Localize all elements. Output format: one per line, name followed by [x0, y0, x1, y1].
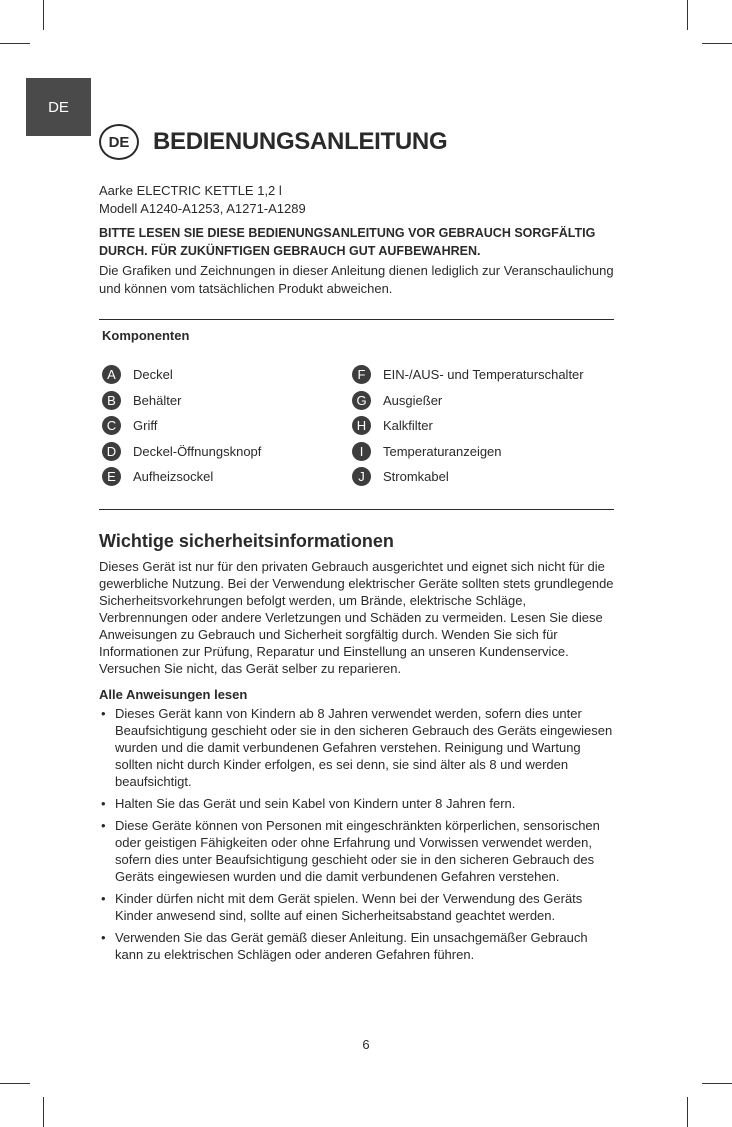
component-label: Kalkfilter: [383, 418, 433, 434]
component-label: Stromkabel: [383, 469, 449, 485]
component-item: [102, 362, 261, 388]
component-label: Behälter: [133, 392, 182, 408]
components-list-right: [352, 362, 584, 490]
page-title: BEDIENUNGSANLEITUNG: [153, 128, 448, 155]
component-item: [102, 464, 261, 490]
model-numbers: Modell A1240-A1253, A1271-A1289: [99, 201, 306, 216]
language-tab: DE: [26, 78, 91, 136]
safety-heading: Wichtige sicherheitsinformationen: [99, 531, 394, 551]
component-letter-badge: J: [352, 467, 371, 486]
components-heading: Komponenten: [102, 328, 190, 343]
component-letter-badge: C: [102, 416, 121, 435]
component-item: [102, 413, 261, 439]
intro-block: [99, 182, 629, 298]
crop-mark: [43, 1097, 44, 1127]
divider: [99, 509, 614, 510]
crop-mark: [702, 43, 732, 44]
component-label: Deckel-Öffnungsknopf: [133, 443, 262, 459]
component-item: [352, 413, 584, 439]
safety-body: Dieses Gerät ist nur für den privaten Gebrauch ausgerichtet und eignet sich nicht für die gewerbliche Nutzung. Bei der Verwendung elektrischer Geräte sollten stets grundlegende Sicherheitsvorkehrungen befolgt werden, um Brände, elektrische Schläge, Verbrennungen oder andere Verletzungen und Schäden zu vermeiden. Lesen Sie diese Anweisungen zu Gebrauch und Sicherheit sorgfältig durch. Wenden Sie sich für Informationen zur Prüfung, Reparatur und Einstellung an unseren Kundenservice. Versuchen Sie nicht, das Gerät selber zu reparieren.: [99, 559, 614, 676]
crop-mark: [687, 1097, 688, 1127]
illustration-note: Die Grafiken und Zeichnungen in dieser Anleitung dienen lediglich zur Veranschaulichung und können vom tatsächlichen Produkt abweichen.: [99, 263, 614, 296]
component-letter-badge: B: [102, 391, 121, 410]
component-item: [102, 388, 261, 414]
component-item: [352, 388, 584, 414]
component-label: Aufheizsockel: [133, 469, 214, 485]
product-name: Aarke ELECTRIC KETTLE 1,2 l: [99, 183, 282, 198]
component-item: [352, 362, 584, 388]
bullet-item: • Verwenden Sie das Gerät gemäß dieser Anleitung. Ein unsachgemäßer Gebrauch kann zu elektrischen Schlägen oder anderen Gefahren führen.: [99, 929, 614, 963]
component-label: Deckel: [133, 367, 173, 383]
crop-mark: [702, 1083, 732, 1084]
page-number: 6: [362, 1037, 370, 1052]
divider: [99, 319, 614, 320]
component-item: [352, 464, 584, 490]
safety-section: [99, 531, 614, 968]
bullet-item: • Diese Geräte können von Personen mit eingeschränkten körperlichen, sensorischen oder geistigen Fähigkeiten oder ohne Erfahrung und Vorwissen verwendet werden, sofern dies unter Beaufsichtigung geschieht oder sie in den sicheren Gebrauch des Geräts eingewiesen wurden und die damit verbundenen Gefahren verstehen.: [99, 817, 614, 885]
crop-mark: [0, 1083, 30, 1084]
instructions-subheading: Alle Anweisungen lesen: [99, 687, 248, 702]
page-title-row: [99, 124, 447, 160]
bullet-item: • Halten Sie das Gerät und sein Kabel von Kindern unter 8 Jahren fern.: [99, 795, 614, 812]
component-letter-badge: E: [102, 467, 121, 486]
component-letter-badge: H: [352, 416, 371, 435]
component-label: Temperaturanzeigen: [383, 443, 502, 459]
safety-bullet-list: [99, 705, 614, 963]
crop-mark: [0, 43, 30, 44]
component-letter-badge: I: [352, 442, 371, 461]
components-list-left: [102, 362, 261, 490]
language-badge: DE: [99, 124, 139, 160]
component-label: EIN-/AUS- und Temperaturschalter: [383, 367, 584, 383]
component-letter-badge: A: [102, 365, 121, 384]
component-letter-badge: F: [352, 365, 371, 384]
crop-mark: [43, 0, 44, 30]
bullet-item: • Dieses Gerät kann von Kindern ab 8 Jahren verwendet werden, sofern dies unter Beaufsichtigung geschieht oder sie in den sicheren Gebrauch des Geräts eingewiesen wurden und die damit verbundenen Gefahren verstehen. Reinigung und Wartung sollten nicht durch Kinder erfolgen, es sei denn, sie sind älter als 8 und werden beaufsichtigt.: [99, 705, 614, 790]
component-letter-badge: D: [102, 442, 121, 461]
component-label: Ausgießer: [383, 392, 443, 408]
component-letter-badge: G: [352, 391, 371, 410]
component-label: Griff: [133, 418, 158, 434]
component-item: [352, 439, 584, 465]
crop-mark: [687, 0, 688, 30]
component-item: [102, 439, 261, 465]
bullet-item: • Kinder dürfen nicht mit dem Gerät spielen. Wenn bei der Verwendung des Geräts Kinder anwesend sind, sollte auf einen Sicherheitsabstand geachtet werden.: [99, 890, 614, 924]
read-warning: BITTE LESEN SIE DIESE BEDIENUNGSANLEITUNG VOR GEBRAUCH SORGFÄLTIG DURCH. FÜR ZUKÜNFTIGEN GEBRAUCH GUT AUFBEWAHREN.: [99, 226, 596, 258]
